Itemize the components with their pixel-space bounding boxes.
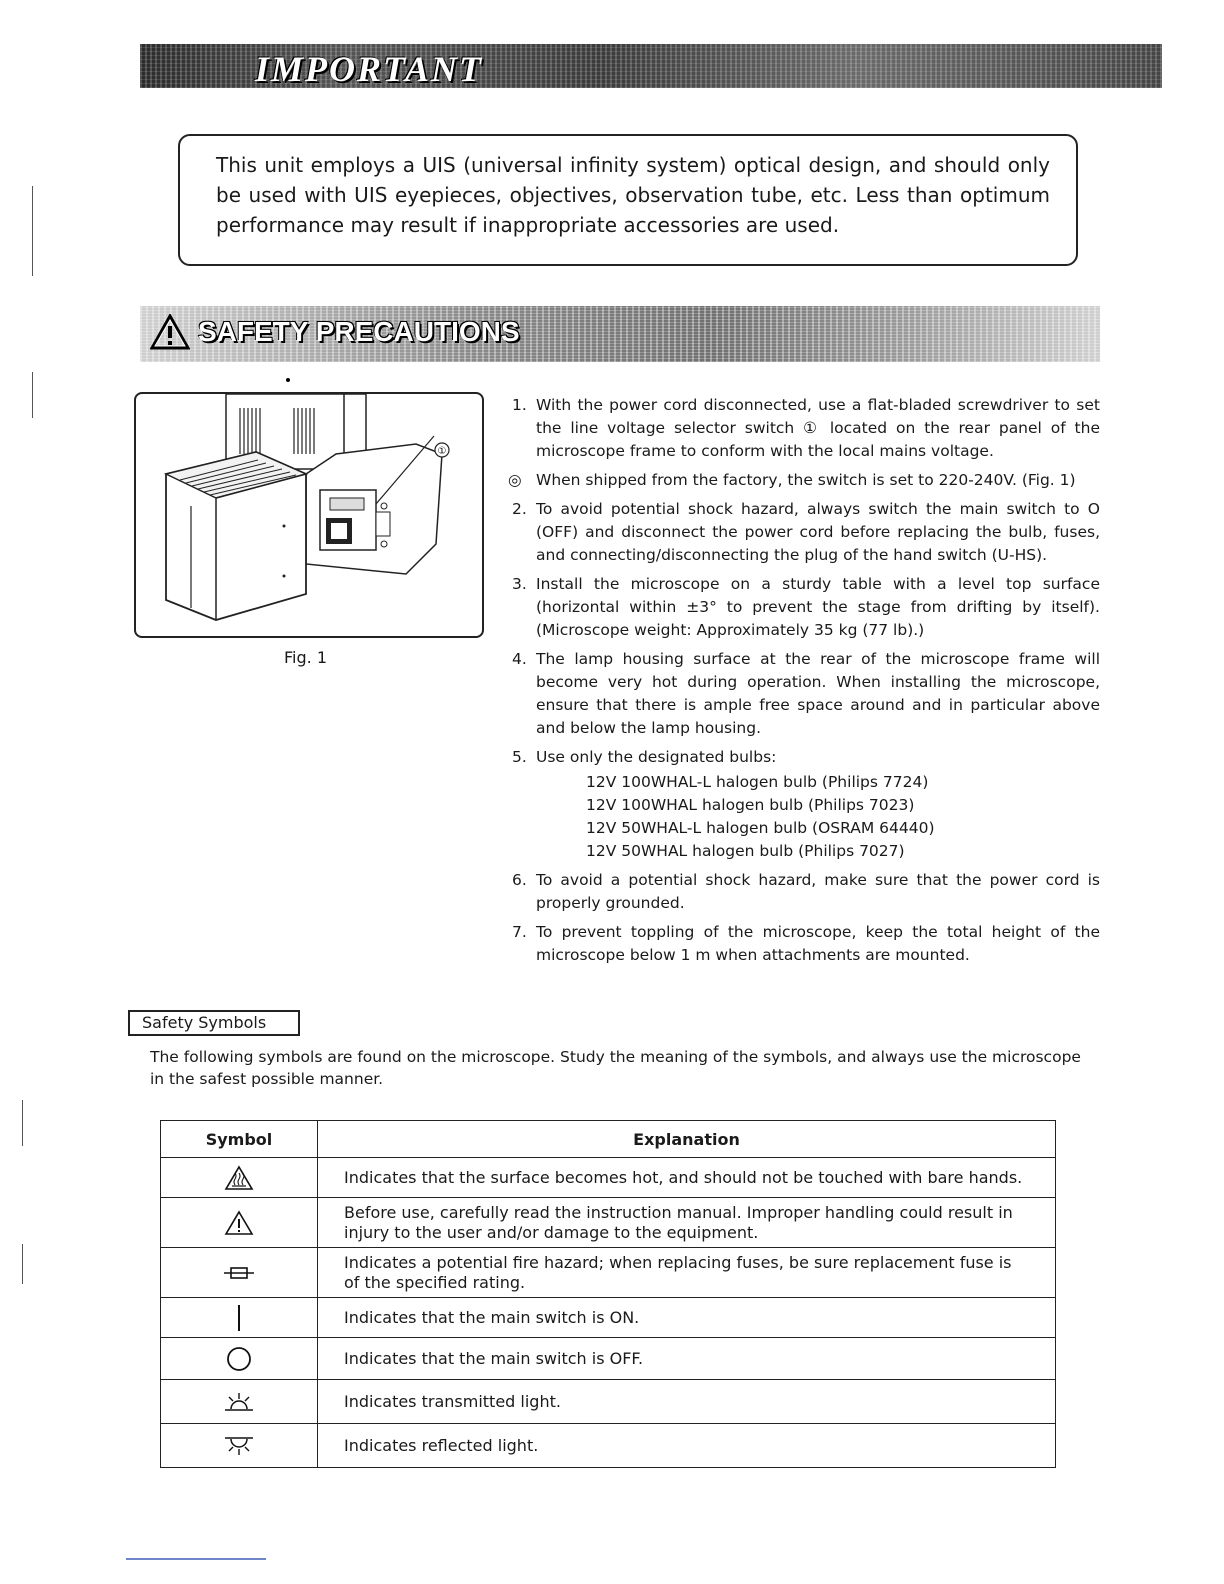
precaution-text: To avoid potential shock hazard, always switch the main switch to O (OFF) and disconnect the power cord before replacing the bulb, fuses, and connecting/disconnecting the plug of the hand switch (U-HS). — [536, 500, 1100, 564]
figure-1-caption: Fig. 1 — [284, 648, 327, 667]
precaution-item — [508, 869, 1100, 915]
uis-notice-text: This unit employs a UIS (universal infinity system) optical design, and should only be used with UIS eyepieces, objectives, observation tube, etc. Less than optimum performance may result if inappropriate accessories are used. — [216, 153, 1050, 237]
precaution-item — [508, 573, 1100, 642]
precaution-item — [508, 498, 1100, 567]
edge-mark — [22, 1100, 23, 1146]
precaution-item — [508, 648, 1100, 740]
safety-symbols-intro: The following symbols are found on the microscope. Study the meaning of the symbols, and always use the microscope in the safest possible manner. — [150, 1048, 1081, 1088]
edge-mark — [22, 1244, 23, 1284]
precaution-text: The lamp housing surface at the rear of the microscope frame will become very hot during operation. When installing the microscope, ensure that there is ample free space around and in particular above and below the lamp housing. — [536, 650, 1100, 737]
precaution-text: To avoid a potential shock hazard, make sure that the power cord is properly grounded. — [536, 871, 1100, 912]
symbol-explanation: Indicates transmitted light. — [318, 1380, 1056, 1424]
symbol-explanation: Before use, carefully read the instruction manual. Improper handling could result in injury to the user and/or damage to the equipment. — [318, 1198, 1056, 1248]
bulb-item: 12V 100WHAL-L halogen bulb (Philips 7724) — [586, 773, 929, 791]
precaution-text: Install the microscope on a sturdy table with a level top surface (horizontal within ±3° to prevent the stage from drifting by itself). (Microscope weight: Approximately 35 kg (77 lb).) — [536, 575, 1100, 639]
safety-symbols-table — [160, 1120, 1056, 1468]
table-row — [161, 1380, 1056, 1424]
explanation-column-header: Explanation — [318, 1121, 1056, 1158]
stray-dot — [286, 378, 290, 382]
microscope-rear-panel-illustration — [136, 394, 482, 636]
safety-precautions-header — [140, 306, 1100, 362]
precaution-item — [508, 746, 1100, 863]
fuse-icon — [222, 1265, 256, 1281]
hot-surface-icon — [224, 1165, 254, 1191]
safety-symbols-label: Safety Symbols — [128, 1010, 300, 1036]
precaution-text: When shipped from the factory, the switch is set to 220-240V. (Fig. 1) — [536, 471, 1076, 489]
precaution-number: 2. — [512, 500, 527, 518]
important-header — [140, 44, 1162, 88]
table-row — [161, 1158, 1056, 1198]
reflected-light-icon — [222, 1435, 256, 1457]
precaution-number: 4. — [512, 650, 527, 668]
table-row — [161, 1424, 1056, 1468]
page-footer-rule — [126, 1558, 266, 1560]
symbol-explanation: Indicates that the main switch is OFF. — [318, 1338, 1056, 1380]
important-title: IMPORTANT — [255, 49, 484, 89]
table-row — [161, 1298, 1056, 1338]
precaution-number: 7. — [512, 923, 527, 941]
table-row — [161, 1198, 1056, 1248]
switch-off-icon — [225, 1345, 253, 1373]
bulb-item: 12V 100WHAL halogen bulb (Philips 7023) — [586, 796, 915, 814]
precaution-number: 5. — [512, 748, 527, 766]
precaution-number: 6. — [512, 871, 527, 889]
note-icon: ◎ — [508, 471, 522, 489]
symbol-explanation: Indicates reflected light. — [318, 1424, 1056, 1468]
precaution-text: Use only the designated bulbs: — [536, 748, 777, 766]
edge-mark — [32, 372, 33, 418]
switch-on-icon — [234, 1303, 244, 1333]
table-header-row — [161, 1121, 1056, 1158]
symbol-explanation: Indicates that the surface becomes hot, and should not be touched with bare hands. — [318, 1158, 1056, 1198]
precaution-number: 1. — [512, 396, 527, 414]
precaution-item — [508, 921, 1100, 967]
bulb-item: 12V 50WHAL halogen bulb (Philips 7027) — [586, 842, 905, 860]
figure-callout: ① — [437, 446, 447, 457]
bulb-item: 12V 50WHAL-L halogen bulb (OSRAM 64440) — [586, 819, 935, 837]
precaution-item — [508, 394, 1100, 463]
warning-triangle-icon — [150, 314, 190, 350]
transmitted-light-icon — [222, 1391, 256, 1413]
edge-mark — [32, 186, 33, 276]
safety-precautions-title: SAFETY PRECAUTIONS — [198, 316, 520, 347]
precaution-number: 3. — [512, 575, 527, 593]
precaution-note — [508, 469, 1100, 492]
precaution-text: To prevent toppling of the microscope, keep the total height of the microscope below 1 m when attachments are mounted. — [536, 923, 1100, 964]
table-row — [161, 1248, 1056, 1298]
safety-precautions-list — [508, 394, 1100, 973]
uis-notice-box — [178, 134, 1078, 266]
designated-bulbs-list — [536, 771, 1100, 863]
precaution-text: With the power cord disconnected, use a flat-bladed screwdriver to set the line voltage selector switch ① located on the rear panel of the microscope frame to conform with the local mains voltage. — [536, 396, 1100, 460]
symbol-explanation: Indicates that the main switch is ON. — [318, 1298, 1056, 1338]
figure-1-frame — [134, 392, 484, 638]
symbol-explanation: Indicates a potential fire hazard; when replacing fuses, be sure replacement fuse is of the specified rating. — [318, 1248, 1056, 1298]
table-row — [161, 1338, 1056, 1380]
caution-icon — [224, 1210, 254, 1236]
symbol-column-header: Symbol — [161, 1121, 318, 1158]
